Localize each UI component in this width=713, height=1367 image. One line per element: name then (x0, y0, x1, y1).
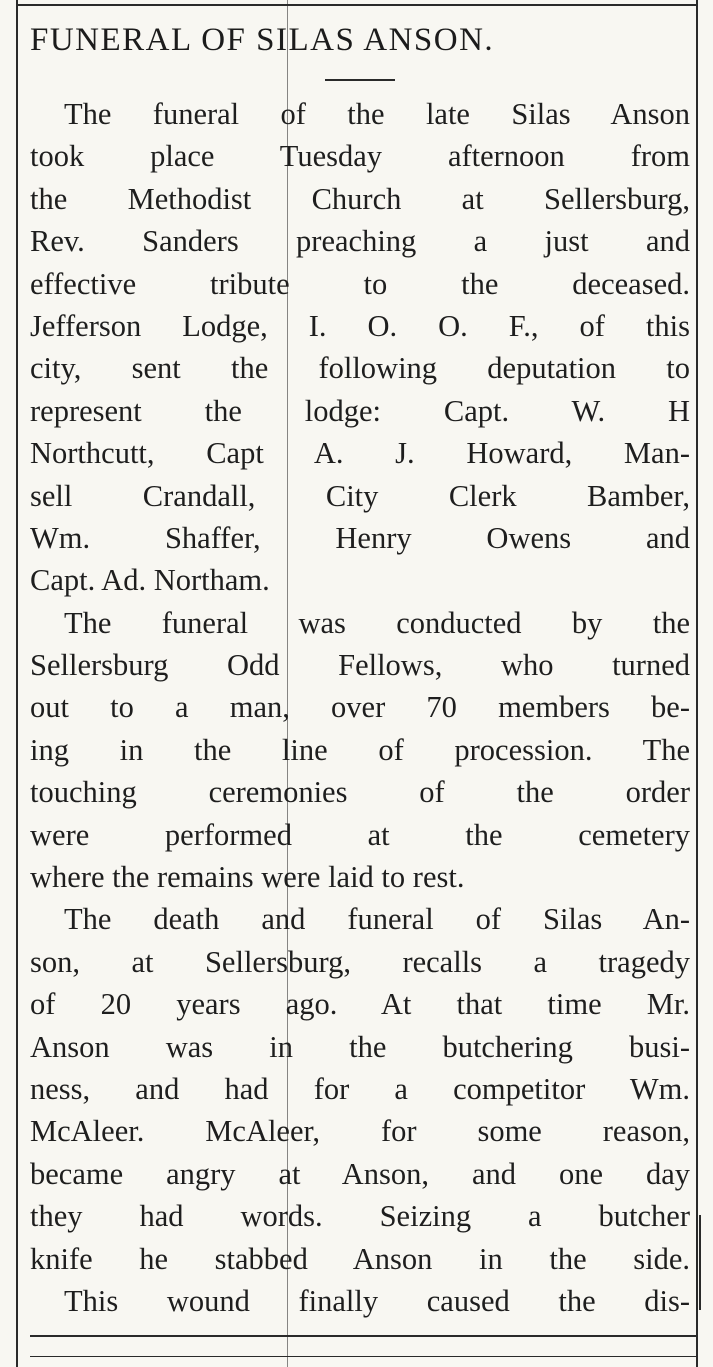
article-line: son, at Sellersburg, recalls a tragedy (30, 944, 690, 979)
article-line: The funeral was conducted by the (64, 605, 690, 640)
article-line: McAleer. McAleer, for some reason, (30, 1114, 690, 1149)
article-line: Wm. Shaffer, Henry Owens and (30, 520, 690, 555)
article-line: ing in the line of procession. The (30, 732, 690, 767)
article-line: the Methodist Church at Sellersburg, (30, 181, 690, 216)
left-column-rule (16, 0, 18, 1367)
article-line: represent the lodge: Capt. W. H (30, 393, 690, 428)
right-column-rule (696, 0, 698, 1367)
article-line: Rev. Sanders preaching a just and (30, 224, 690, 259)
article-line: out to a man, over 70 members be- (30, 690, 690, 725)
article-line: sell Crandall, City Clerk Bamber, (30, 478, 690, 513)
top-rule (16, 4, 698, 6)
article-line: Capt. Ad. Northam. (30, 563, 270, 598)
article-line: were performed at the cemetery (30, 817, 690, 852)
bottom-rule-thin (30, 1356, 698, 1357)
article-line: of 20 years ago. At that time Mr. (30, 987, 690, 1022)
article-line: took place Tuesday afternoon from (30, 139, 690, 174)
bottom-rule (30, 1335, 698, 1337)
article-line: they had words. Seizing a butcher (30, 1199, 690, 1234)
article-line: The death and funeral of Silas An- (64, 902, 690, 937)
article-line: effective tribute to the deceased. (30, 266, 690, 301)
article-headline: FUNERAL OF SILAS ANSON. (30, 22, 495, 58)
article-line: became angry at Anson, and one day (30, 1156, 690, 1191)
article-line: This wound finally caused the dis- (64, 1283, 690, 1318)
edge-bracket (699, 1215, 701, 1310)
article-line: knife he stabbed Anson in the side. (30, 1241, 690, 1276)
article-line: The funeral of the late Silas Anson (64, 97, 690, 131)
article-line: Northcutt, Capt A. J. Howard, Man- (30, 436, 690, 471)
article-line: Anson was in the butchering busi- (30, 1029, 690, 1064)
article-line: touching ceremonies of the order (30, 775, 690, 810)
article-line: ness, and had for a competitor Wm. (30, 1071, 690, 1106)
headline-divider (325, 79, 395, 81)
article-body (30, 93, 690, 1322)
article-line: city, sent the following deputation to (30, 351, 690, 386)
article-line: Sellersburg Odd Fellows, who turned (30, 648, 690, 683)
article-line: Jefferson Lodge, I. O. O. F., of this (30, 308, 690, 343)
article-line: where the remains were laid to rest. (30, 860, 465, 895)
